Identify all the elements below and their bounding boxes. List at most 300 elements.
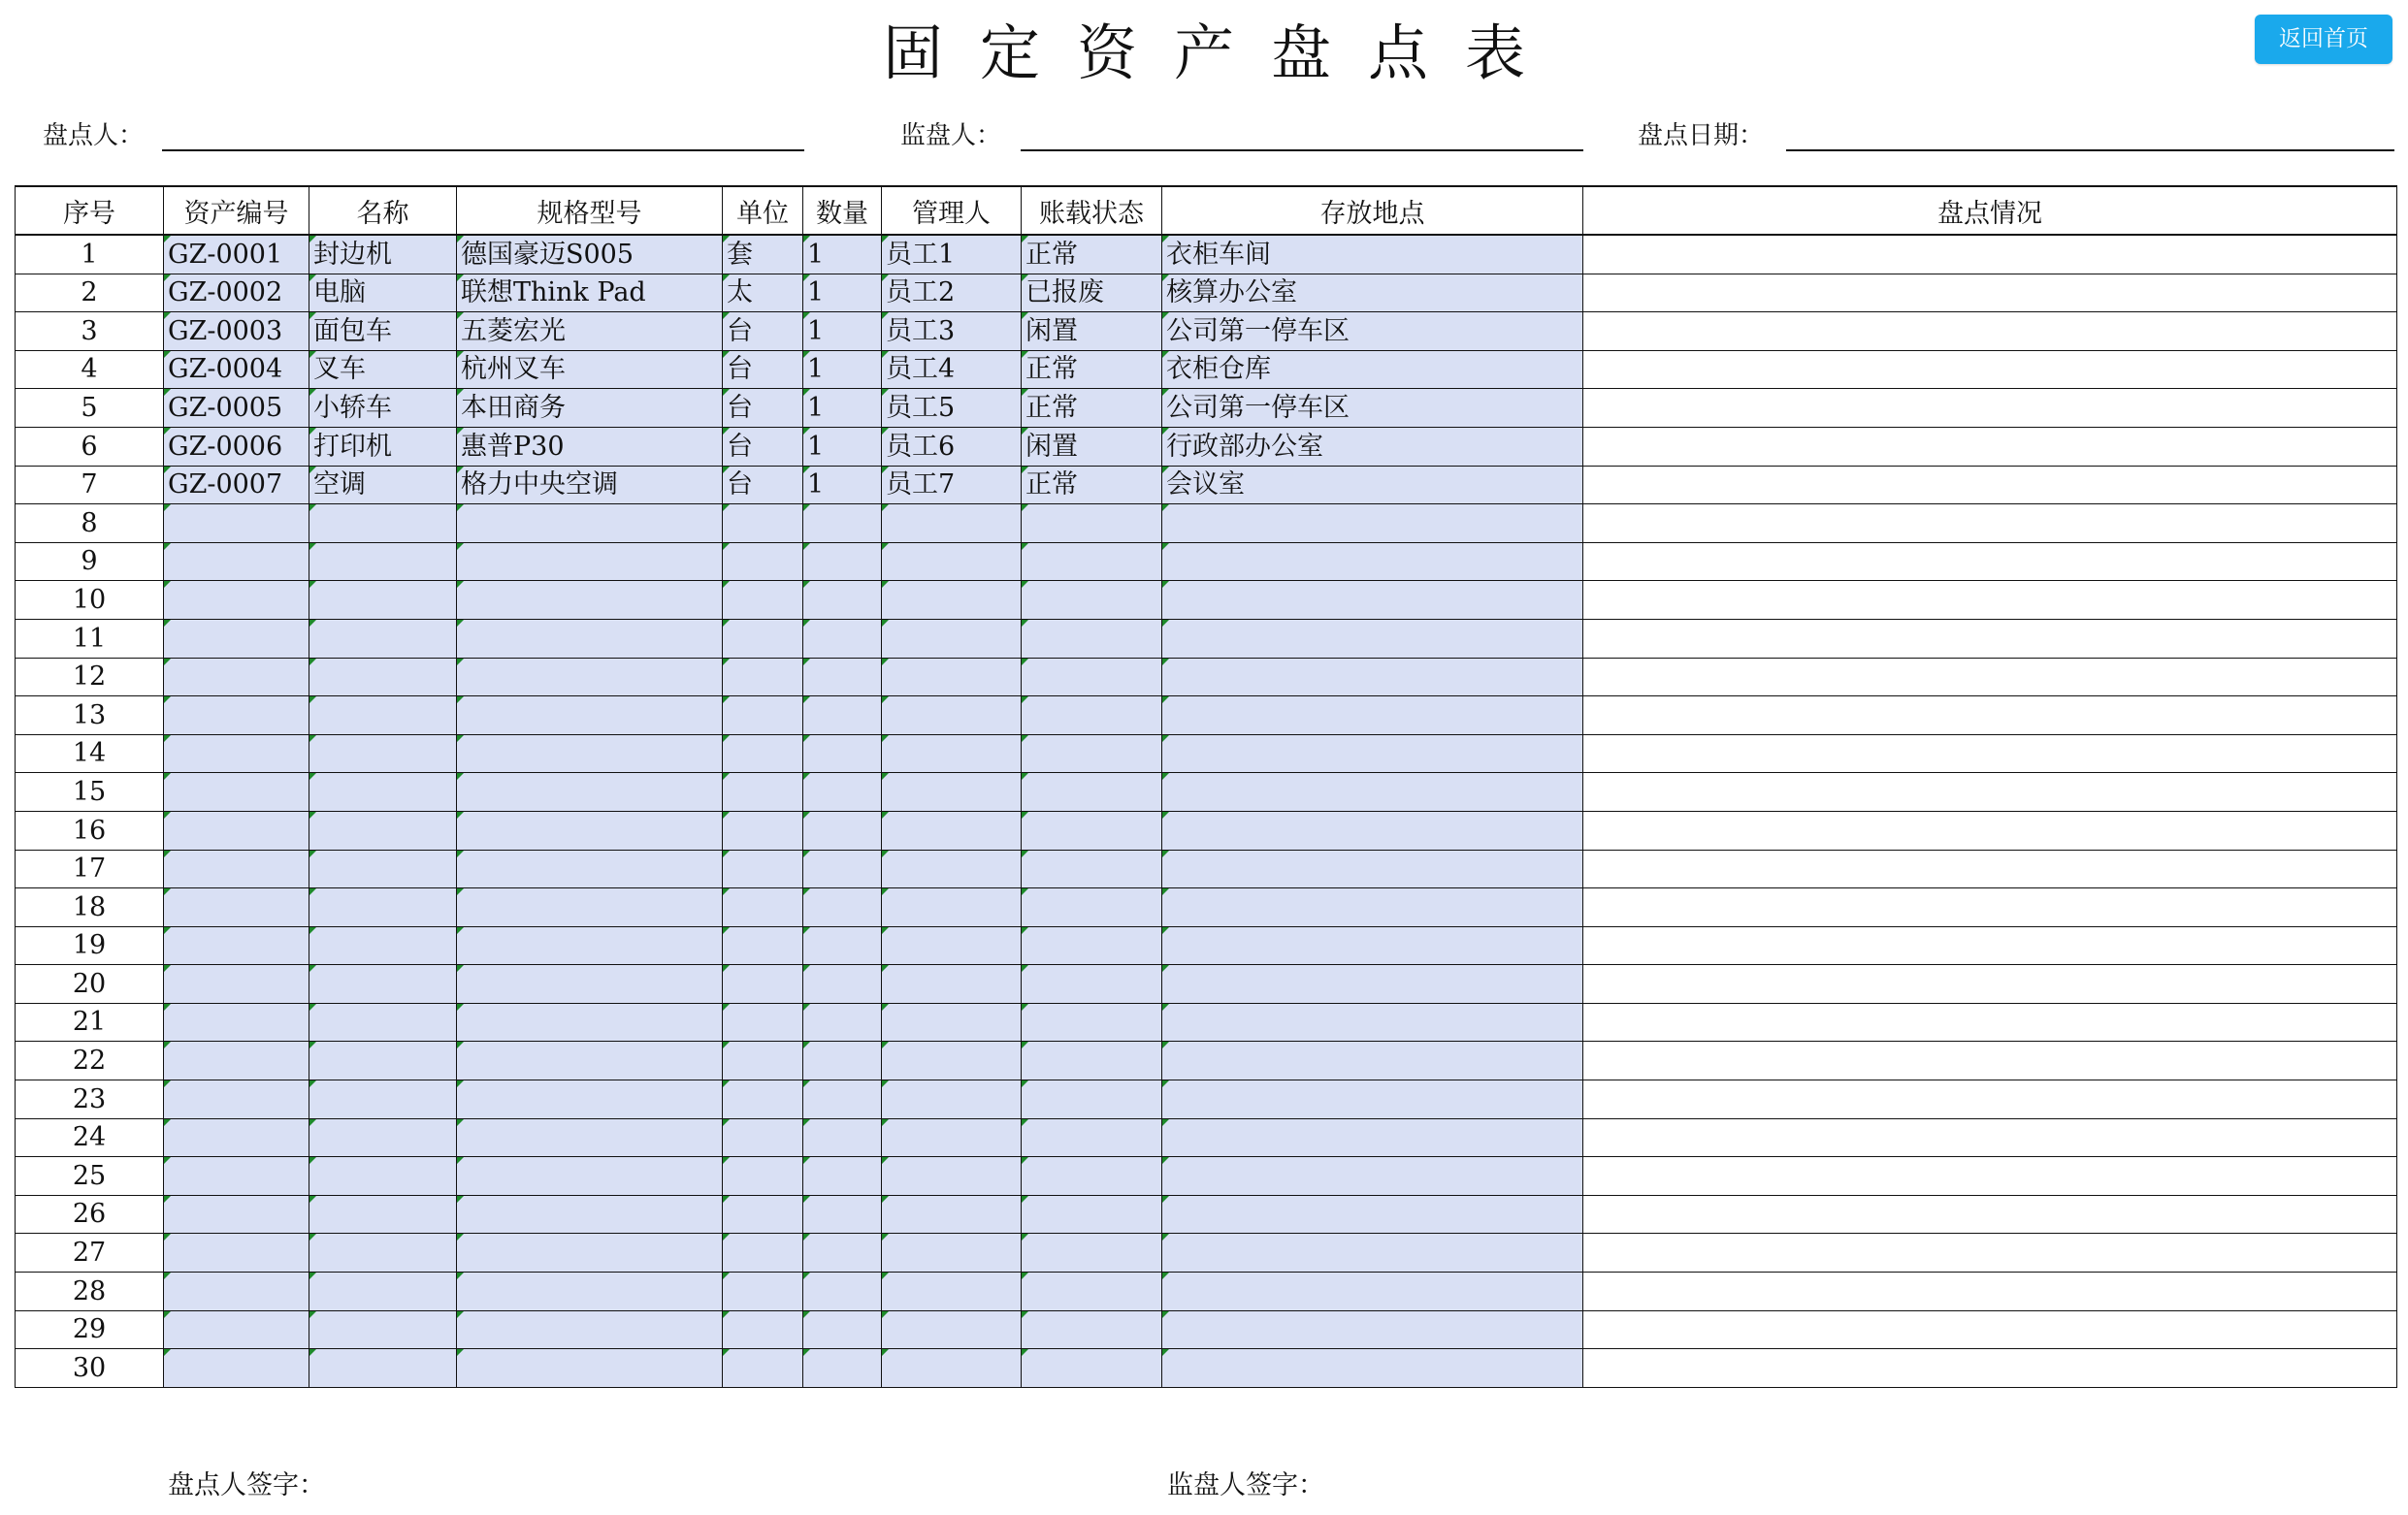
date-label: 盘点日期： bbox=[1638, 121, 1765, 150]
location-cell[interactable] bbox=[1162, 734, 1583, 773]
name-cell[interactable]: 打印机 bbox=[309, 427, 457, 466]
unit-cell[interactable] bbox=[723, 696, 803, 735]
qty-cell[interactable] bbox=[803, 542, 882, 581]
name-cell[interactable] bbox=[309, 1195, 457, 1234]
qty-cell[interactable] bbox=[803, 1234, 882, 1273]
qty-cell[interactable] bbox=[803, 1310, 882, 1349]
unit-cell[interactable] bbox=[723, 504, 803, 543]
supervisor-input-line[interactable] bbox=[1021, 149, 1583, 151]
status-cell[interactable] bbox=[1022, 581, 1162, 620]
table-row bbox=[16, 1118, 2397, 1157]
result-cell[interactable] bbox=[1583, 235, 2397, 274]
header-col-qty: 数量 bbox=[803, 186, 882, 235]
spec-cell[interactable] bbox=[457, 658, 723, 696]
qty-cell[interactable] bbox=[803, 696, 882, 735]
location-cell[interactable] bbox=[1162, 1349, 1583, 1388]
spec-cell[interactable]: 惠普P30 bbox=[457, 427, 723, 466]
result-cell[interactable] bbox=[1583, 811, 2397, 850]
result-cell[interactable] bbox=[1583, 926, 2397, 965]
result-cell[interactable] bbox=[1583, 1042, 2397, 1080]
status-cell[interactable] bbox=[1022, 696, 1162, 735]
qty-cell[interactable] bbox=[803, 581, 882, 620]
location-cell[interactable] bbox=[1162, 926, 1583, 965]
name-cell[interactable]: 小轿车 bbox=[309, 389, 457, 428]
unit-cell[interactable]: 台 bbox=[723, 350, 803, 389]
unit-cell[interactable] bbox=[723, 888, 803, 927]
unit-cell[interactable] bbox=[723, 1234, 803, 1273]
spec-cell[interactable] bbox=[457, 1118, 723, 1157]
location-cell[interactable] bbox=[1162, 1273, 1583, 1311]
location-cell[interactable] bbox=[1162, 1042, 1583, 1080]
asset-id-cell[interactable]: GZ-0002 bbox=[164, 274, 309, 312]
asset-id-cell[interactable] bbox=[164, 773, 309, 812]
name-cell[interactable]: 叉车 bbox=[309, 350, 457, 389]
spec-cell[interactable] bbox=[457, 1080, 723, 1119]
result-cell[interactable] bbox=[1583, 658, 2397, 696]
qty-cell[interactable] bbox=[803, 734, 882, 773]
name-cell[interactable] bbox=[309, 1273, 457, 1311]
status-cell[interactable]: 正常 bbox=[1022, 235, 1162, 274]
date-input-line[interactable] bbox=[1786, 149, 2394, 151]
manager-cell[interactable]: 员工6 bbox=[882, 427, 1022, 466]
manager-cell[interactable] bbox=[882, 504, 1022, 543]
asset-id-cell[interactable] bbox=[164, 1273, 309, 1311]
spec-cell[interactable] bbox=[457, 811, 723, 850]
result-cell[interactable] bbox=[1583, 1118, 2397, 1157]
table-row bbox=[16, 235, 2397, 274]
location-cell[interactable] bbox=[1162, 542, 1583, 581]
asset-id-cell[interactable] bbox=[164, 1118, 309, 1157]
manager-cell[interactable] bbox=[882, 1157, 1022, 1196]
manager-cell[interactable] bbox=[882, 1118, 1022, 1157]
qty-cell[interactable] bbox=[803, 888, 882, 927]
unit-cell[interactable] bbox=[723, 1349, 803, 1388]
unit-cell[interactable] bbox=[723, 1310, 803, 1349]
spec-cell[interactable]: 本田商务 bbox=[457, 389, 723, 428]
spec-cell[interactable] bbox=[457, 504, 723, 543]
location-cell[interactable] bbox=[1162, 1118, 1583, 1157]
qty-cell[interactable] bbox=[803, 1157, 882, 1196]
manager-cell[interactable] bbox=[882, 811, 1022, 850]
asset-id-cell[interactable]: GZ-0003 bbox=[164, 312, 309, 351]
asset-id-cell[interactable] bbox=[164, 734, 309, 773]
manager-cell[interactable] bbox=[882, 1234, 1022, 1273]
status-cell[interactable] bbox=[1022, 1310, 1162, 1349]
name-cell[interactable] bbox=[309, 773, 457, 812]
spec-cell[interactable] bbox=[457, 696, 723, 735]
unit-cell[interactable]: 台 bbox=[723, 427, 803, 466]
name-cell[interactable] bbox=[309, 1310, 457, 1349]
status-cell[interactable]: 已报废 bbox=[1022, 274, 1162, 312]
row-index: 14 bbox=[16, 734, 164, 773]
unit-cell[interactable] bbox=[723, 965, 803, 1004]
asset-id-cell[interactable]: GZ-0001 bbox=[164, 235, 309, 274]
location-cell[interactable] bbox=[1162, 504, 1583, 543]
location-cell[interactable] bbox=[1162, 658, 1583, 696]
asset-id-cell[interactable] bbox=[164, 965, 309, 1004]
status-cell[interactable] bbox=[1022, 658, 1162, 696]
status-cell[interactable] bbox=[1022, 773, 1162, 812]
spec-cell[interactable] bbox=[457, 1042, 723, 1080]
result-cell[interactable] bbox=[1583, 274, 2397, 312]
unit-cell[interactable] bbox=[723, 811, 803, 850]
location-cell[interactable] bbox=[1162, 888, 1583, 927]
inventory-table bbox=[15, 185, 2397, 1388]
asset-id-cell[interactable] bbox=[164, 504, 309, 543]
spec-cell[interactable] bbox=[457, 734, 723, 773]
supervisor-label: 监盘人： bbox=[900, 121, 1002, 150]
result-cell[interactable] bbox=[1583, 504, 2397, 543]
unit-cell[interactable] bbox=[723, 542, 803, 581]
qty-cell[interactable] bbox=[803, 811, 882, 850]
spec-cell[interactable] bbox=[457, 619, 723, 658]
result-cell[interactable] bbox=[1583, 1080, 2397, 1119]
table-row bbox=[16, 542, 2397, 581]
status-cell[interactable] bbox=[1022, 1042, 1162, 1080]
asset-id-cell[interactable]: GZ-0007 bbox=[164, 466, 309, 504]
status-cell[interactable] bbox=[1022, 1349, 1162, 1388]
result-cell[interactable] bbox=[1583, 1157, 2397, 1196]
name-cell[interactable] bbox=[309, 1349, 457, 1388]
asset-id-cell[interactable] bbox=[164, 811, 309, 850]
manager-cell[interactable] bbox=[882, 1080, 1022, 1119]
name-cell[interactable]: 电脑 bbox=[309, 274, 457, 312]
qty-cell[interactable] bbox=[803, 965, 882, 1004]
row-index: 8 bbox=[16, 504, 164, 543]
location-cell[interactable] bbox=[1162, 1157, 1583, 1196]
result-cell[interactable] bbox=[1583, 1273, 2397, 1311]
spec-cell[interactable] bbox=[457, 888, 723, 927]
asset-id-cell[interactable] bbox=[164, 542, 309, 581]
status-cell[interactable]: 闲置 bbox=[1022, 312, 1162, 351]
location-cell[interactable]: 衣柜仓库 bbox=[1162, 350, 1583, 389]
location-cell[interactable]: 核算办公室 bbox=[1162, 274, 1583, 312]
location-cell[interactable] bbox=[1162, 1195, 1583, 1234]
unit-cell[interactable] bbox=[723, 926, 803, 965]
qty-cell[interactable]: 1 bbox=[803, 312, 882, 351]
manager-cell[interactable] bbox=[882, 850, 1022, 888]
asset-id-cell[interactable]: GZ-0005 bbox=[164, 389, 309, 428]
row-index: 13 bbox=[16, 696, 164, 735]
location-cell[interactable] bbox=[1162, 850, 1583, 888]
row-index: 18 bbox=[16, 888, 164, 927]
spec-cell[interactable] bbox=[457, 1157, 723, 1196]
result-cell[interactable] bbox=[1583, 734, 2397, 773]
result-cell[interactable] bbox=[1583, 773, 2397, 812]
qty-cell[interactable] bbox=[803, 773, 882, 812]
asset-id-cell[interactable] bbox=[164, 658, 309, 696]
qty-cell[interactable]: 1 bbox=[803, 389, 882, 428]
manager-cell[interactable] bbox=[882, 888, 1022, 927]
name-cell[interactable] bbox=[309, 504, 457, 543]
table-row bbox=[16, 504, 2397, 543]
unit-cell[interactable]: 太 bbox=[723, 274, 803, 312]
spec-cell[interactable] bbox=[457, 1349, 723, 1388]
qty-cell[interactable] bbox=[803, 504, 882, 543]
asset-id-cell[interactable] bbox=[164, 581, 309, 620]
spec-cell[interactable]: 杭州叉车 bbox=[457, 350, 723, 389]
manager-cell[interactable]: 员工4 bbox=[882, 350, 1022, 389]
manager-cell[interactable] bbox=[882, 1310, 1022, 1349]
unit-cell[interactable]: 台 bbox=[723, 312, 803, 351]
status-cell[interactable]: 正常 bbox=[1022, 350, 1162, 389]
spec-cell[interactable] bbox=[457, 965, 723, 1004]
name-cell[interactable] bbox=[309, 658, 457, 696]
row-index: 20 bbox=[16, 965, 164, 1004]
manager-cell[interactable] bbox=[882, 734, 1022, 773]
table-row bbox=[16, 274, 2397, 312]
name-cell[interactable] bbox=[309, 1118, 457, 1157]
spec-cell[interactable] bbox=[457, 926, 723, 965]
unit-cell[interactable] bbox=[723, 1080, 803, 1119]
counter-sign-label: 盘点人签字： bbox=[168, 1470, 325, 1500]
spec-cell[interactable]: 联想Think Pad bbox=[457, 274, 723, 312]
unit-cell[interactable]: 台 bbox=[723, 466, 803, 504]
qty-cell[interactable] bbox=[803, 1273, 882, 1311]
unit-cell[interactable] bbox=[723, 581, 803, 620]
unit-cell[interactable] bbox=[723, 773, 803, 812]
manager-cell[interactable] bbox=[882, 773, 1022, 812]
qty-cell[interactable] bbox=[803, 1080, 882, 1119]
spec-cell[interactable] bbox=[457, 581, 723, 620]
result-cell[interactable] bbox=[1583, 350, 2397, 389]
status-cell[interactable]: 闲置 bbox=[1022, 427, 1162, 466]
counter-input-line[interactable] bbox=[162, 149, 804, 151]
qty-cell[interactable]: 1 bbox=[803, 235, 882, 274]
unit-cell[interactable] bbox=[723, 1042, 803, 1080]
manager-cell[interactable] bbox=[882, 965, 1022, 1004]
status-cell[interactable] bbox=[1022, 1234, 1162, 1273]
result-cell[interactable] bbox=[1583, 581, 2397, 620]
result-cell[interactable] bbox=[1583, 1195, 2397, 1234]
name-cell[interactable] bbox=[309, 1234, 457, 1273]
manager-cell[interactable]: 员工7 bbox=[882, 466, 1022, 504]
status-cell[interactable] bbox=[1022, 811, 1162, 850]
name-cell[interactable] bbox=[309, 888, 457, 927]
manager-cell[interactable]: 员工3 bbox=[882, 312, 1022, 351]
result-cell[interactable] bbox=[1583, 1310, 2397, 1349]
spec-cell[interactable] bbox=[457, 773, 723, 812]
qty-cell[interactable] bbox=[803, 1349, 882, 1388]
unit-cell[interactable] bbox=[723, 1003, 803, 1042]
qty-cell[interactable] bbox=[803, 1042, 882, 1080]
qty-cell[interactable]: 1 bbox=[803, 427, 882, 466]
location-cell[interactable] bbox=[1162, 1003, 1583, 1042]
manager-cell[interactable] bbox=[882, 658, 1022, 696]
name-cell[interactable]: 封边机 bbox=[309, 235, 457, 274]
asset-id-cell[interactable] bbox=[164, 1003, 309, 1042]
location-cell[interactable] bbox=[1162, 965, 1583, 1004]
spec-cell[interactable]: 德国豪迈S005 bbox=[457, 235, 723, 274]
qty-cell[interactable] bbox=[803, 658, 882, 696]
location-cell[interactable] bbox=[1162, 1234, 1583, 1273]
table-row bbox=[16, 926, 2397, 965]
qty-cell[interactable]: 1 bbox=[803, 350, 882, 389]
spec-cell[interactable] bbox=[457, 542, 723, 581]
status-cell[interactable]: 正常 bbox=[1022, 466, 1162, 504]
manager-cell[interactable]: 员工1 bbox=[882, 235, 1022, 274]
spec-cell[interactable] bbox=[457, 1003, 723, 1042]
qty-cell[interactable] bbox=[803, 926, 882, 965]
manager-cell[interactable] bbox=[882, 581, 1022, 620]
table-row bbox=[16, 1234, 2397, 1273]
qty-cell[interactable]: 1 bbox=[803, 466, 882, 504]
name-cell[interactable]: 面包车 bbox=[309, 312, 457, 351]
spec-cell[interactable] bbox=[457, 1310, 723, 1349]
name-cell[interactable] bbox=[309, 1042, 457, 1080]
manager-cell[interactable] bbox=[882, 542, 1022, 581]
unit-cell[interactable] bbox=[723, 850, 803, 888]
row-index: 2 bbox=[16, 274, 164, 312]
name-cell[interactable] bbox=[309, 581, 457, 620]
manager-cell[interactable]: 员工5 bbox=[882, 389, 1022, 428]
manager-cell[interactable]: 员工2 bbox=[882, 274, 1022, 312]
unit-cell[interactable] bbox=[723, 734, 803, 773]
name-cell[interactable] bbox=[309, 965, 457, 1004]
result-cell[interactable] bbox=[1583, 427, 2397, 466]
qty-cell[interactable] bbox=[803, 1118, 882, 1157]
table-row bbox=[16, 1195, 2397, 1234]
status-cell[interactable] bbox=[1022, 1157, 1162, 1196]
result-cell[interactable] bbox=[1583, 1234, 2397, 1273]
spec-cell[interactable] bbox=[457, 850, 723, 888]
qty-cell[interactable] bbox=[803, 619, 882, 658]
manager-cell[interactable] bbox=[882, 619, 1022, 658]
location-cell[interactable]: 会议室 bbox=[1162, 466, 1583, 504]
manager-cell[interactable] bbox=[882, 1349, 1022, 1388]
name-cell[interactable] bbox=[309, 811, 457, 850]
asset-id-cell[interactable] bbox=[164, 1042, 309, 1080]
unit-cell[interactable]: 套 bbox=[723, 235, 803, 274]
manager-cell[interactable] bbox=[882, 1042, 1022, 1080]
manager-cell[interactable] bbox=[882, 926, 1022, 965]
asset-id-cell[interactable] bbox=[164, 1349, 309, 1388]
status-cell[interactable] bbox=[1022, 1118, 1162, 1157]
spec-cell[interactable] bbox=[457, 1273, 723, 1311]
asset-id-cell[interactable] bbox=[164, 696, 309, 735]
result-cell[interactable] bbox=[1583, 965, 2397, 1004]
location-cell[interactable] bbox=[1162, 619, 1583, 658]
qty-cell[interactable] bbox=[803, 1195, 882, 1234]
location-cell[interactable]: 衣柜车间 bbox=[1162, 235, 1583, 274]
spec-cell[interactable] bbox=[457, 1234, 723, 1273]
unit-cell[interactable] bbox=[723, 1157, 803, 1196]
header-col-status: 账载状态 bbox=[1022, 186, 1162, 235]
name-cell[interactable] bbox=[309, 850, 457, 888]
asset-id-cell[interactable] bbox=[164, 1310, 309, 1349]
name-cell[interactable] bbox=[309, 542, 457, 581]
table-row bbox=[16, 1080, 2397, 1119]
status-cell[interactable] bbox=[1022, 888, 1162, 927]
asset-id-cell[interactable] bbox=[164, 1195, 309, 1234]
manager-cell[interactable] bbox=[882, 696, 1022, 735]
status-cell[interactable] bbox=[1022, 542, 1162, 581]
result-cell[interactable] bbox=[1583, 696, 2397, 735]
asset-id-cell[interactable] bbox=[164, 619, 309, 658]
row-index: 10 bbox=[16, 581, 164, 620]
asset-id-cell[interactable] bbox=[164, 1234, 309, 1273]
name-cell[interactable] bbox=[309, 734, 457, 773]
result-cell[interactable] bbox=[1583, 389, 2397, 428]
header-col-manager: 管理人 bbox=[882, 186, 1022, 235]
asset-id-cell[interactable] bbox=[164, 926, 309, 965]
result-cell[interactable] bbox=[1583, 850, 2397, 888]
manager-cell[interactable] bbox=[882, 1195, 1022, 1234]
name-cell[interactable] bbox=[309, 1003, 457, 1042]
status-cell[interactable] bbox=[1022, 1195, 1162, 1234]
result-cell[interactable] bbox=[1583, 619, 2397, 658]
result-cell[interactable] bbox=[1583, 1003, 2397, 1042]
status-cell[interactable]: 正常 bbox=[1022, 389, 1162, 428]
status-cell[interactable] bbox=[1022, 619, 1162, 658]
name-cell[interactable] bbox=[309, 926, 457, 965]
unit-cell[interactable] bbox=[723, 1195, 803, 1234]
row-index: 21 bbox=[16, 1003, 164, 1042]
location-cell[interactable]: 公司第一停车区 bbox=[1162, 312, 1583, 351]
status-cell[interactable] bbox=[1022, 1273, 1162, 1311]
status-cell[interactable] bbox=[1022, 734, 1162, 773]
name-cell[interactable]: 空调 bbox=[309, 466, 457, 504]
result-cell[interactable] bbox=[1583, 1349, 2397, 1388]
location-cell[interactable]: 公司第一停车区 bbox=[1162, 389, 1583, 428]
result-cell[interactable] bbox=[1583, 312, 2397, 351]
status-cell[interactable] bbox=[1022, 926, 1162, 965]
unit-cell[interactable] bbox=[723, 1273, 803, 1311]
spec-cell[interactable] bbox=[457, 1195, 723, 1234]
qty-cell[interactable]: 1 bbox=[803, 274, 882, 312]
spec-cell[interactable]: 格力中央空调 bbox=[457, 466, 723, 504]
location-cell[interactable] bbox=[1162, 696, 1583, 735]
asset-id-cell[interactable] bbox=[164, 1157, 309, 1196]
name-cell[interactable] bbox=[309, 1157, 457, 1196]
status-cell[interactable] bbox=[1022, 965, 1162, 1004]
status-cell[interactable] bbox=[1022, 504, 1162, 543]
table-row bbox=[16, 811, 2397, 850]
name-cell[interactable] bbox=[309, 696, 457, 735]
result-cell[interactable] bbox=[1583, 542, 2397, 581]
asset-id-cell[interactable] bbox=[164, 1080, 309, 1119]
name-cell[interactable] bbox=[309, 1080, 457, 1119]
row-index: 6 bbox=[16, 427, 164, 466]
location-cell[interactable] bbox=[1162, 581, 1583, 620]
unit-cell[interactable] bbox=[723, 619, 803, 658]
unit-cell[interactable] bbox=[723, 1118, 803, 1157]
name-cell[interactable] bbox=[309, 619, 457, 658]
unit-cell[interactable]: 台 bbox=[723, 389, 803, 428]
asset-id-cell[interactable] bbox=[164, 850, 309, 888]
unit-cell[interactable] bbox=[723, 658, 803, 696]
location-cell[interactable] bbox=[1162, 811, 1583, 850]
asset-id-cell[interactable]: GZ-0006 bbox=[164, 427, 309, 466]
location-cell[interactable] bbox=[1162, 1080, 1583, 1119]
location-cell[interactable] bbox=[1162, 773, 1583, 812]
manager-cell[interactable] bbox=[882, 1273, 1022, 1311]
result-cell[interactable] bbox=[1583, 888, 2397, 927]
location-cell[interactable]: 行政部办公室 bbox=[1162, 427, 1583, 466]
status-cell[interactable] bbox=[1022, 1003, 1162, 1042]
spec-cell[interactable]: 五菱宏光 bbox=[457, 312, 723, 351]
status-cell[interactable] bbox=[1022, 850, 1162, 888]
asset-id-cell[interactable] bbox=[164, 888, 309, 927]
status-cell[interactable] bbox=[1022, 1080, 1162, 1119]
manager-cell[interactable] bbox=[882, 1003, 1022, 1042]
qty-cell[interactable] bbox=[803, 850, 882, 888]
result-cell[interactable] bbox=[1583, 466, 2397, 504]
asset-id-cell[interactable]: GZ-0004 bbox=[164, 350, 309, 389]
location-cell[interactable] bbox=[1162, 1310, 1583, 1349]
qty-cell[interactable] bbox=[803, 1003, 882, 1042]
home-button[interactable]: 返回首页 bbox=[2255, 15, 2392, 64]
